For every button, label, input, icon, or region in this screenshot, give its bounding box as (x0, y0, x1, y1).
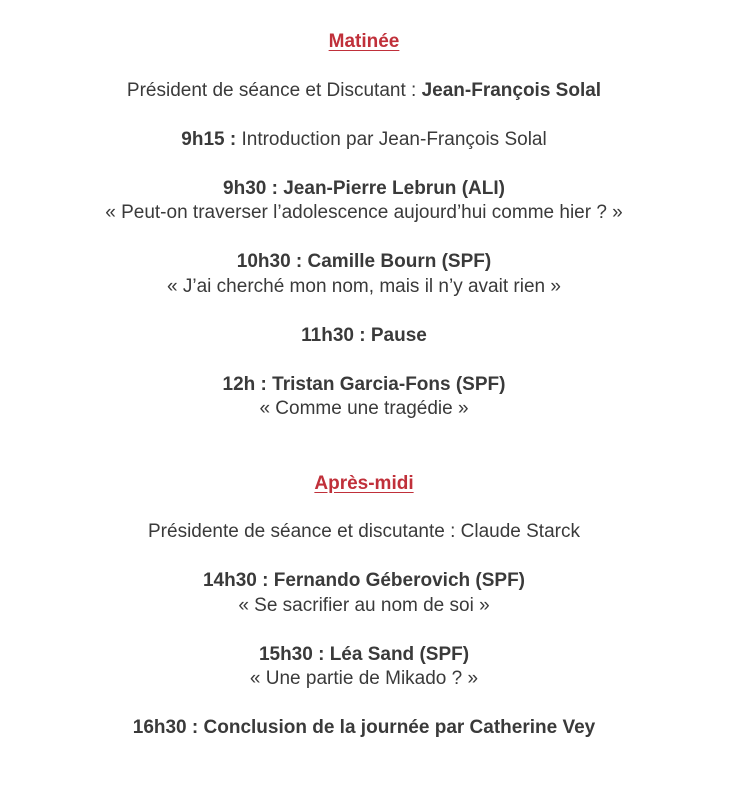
session-subtitle: « J’ai cherché mon nom, mais il n’y avait rien » (167, 276, 561, 297)
session-heading: 16h30 : Conclusion de la journée par Catherine Vey (132, 717, 596, 738)
session-intro-text: Introduction par Jean-François Solal (241, 129, 547, 150)
afternoon-chair-line: Présidente de séance et discutante : Claude Starck (148, 521, 580, 542)
morning-chair-line (0, 79, 728, 103)
session-heading: 15h30 : Léa Sand (SPF) (258, 644, 470, 665)
session-subtitle: « Une partie de Mikado ? » (249, 668, 479, 689)
session-subtitle: « Se sacrifier au nom de soi » (238, 595, 490, 616)
session-subtitle: « Comme une tragédie » (259, 398, 469, 419)
session-intro (0, 128, 728, 152)
session-heading: 12h : Tristan Garcia-Fons (SPF) (222, 374, 506, 395)
session-heading: 14h30 : Fernando Géberovich (SPF) (202, 570, 526, 591)
section-title-morning: Matinée (328, 31, 400, 52)
session-subtitle: « Peut-on traverser l’adolescence aujourd’hui comme hier ? » (105, 202, 623, 223)
morning-chair-label: Président de séance et Discutant : (126, 80, 422, 101)
section-title-afternoon: Après-midi (314, 473, 414, 494)
session-intro-time: 9h15 : (181, 129, 242, 150)
session-heading: 9h30 : Jean-Pierre Lebrun (ALI) (223, 178, 505, 199)
session-heading: 10h30 : Camille Bourn (SPF) (236, 251, 492, 272)
morning-chair-name: Jean-François Solal (421, 80, 602, 101)
session-heading: 11h30 : Pause (301, 325, 427, 346)
